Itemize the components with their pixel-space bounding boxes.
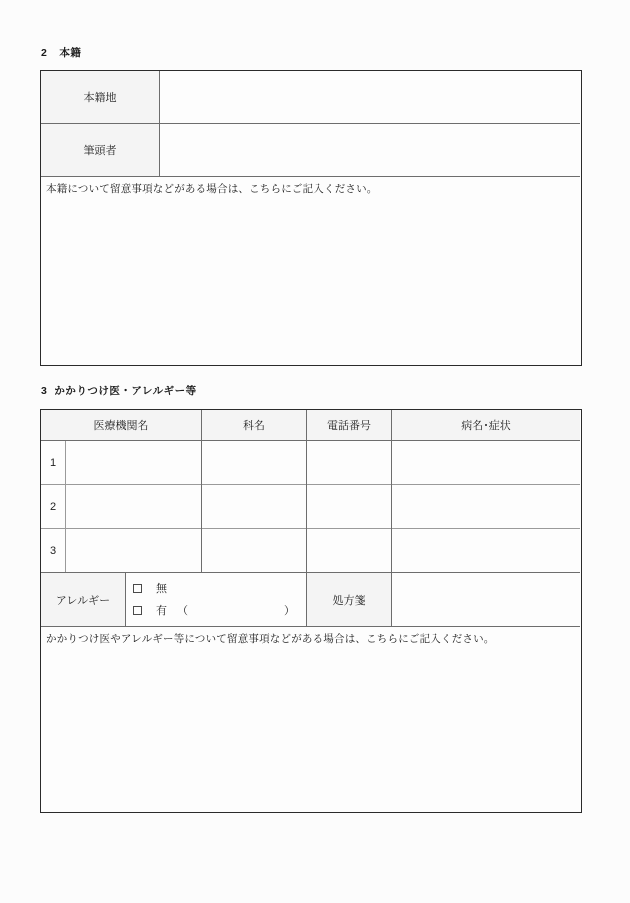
- allergy-label: アレルギー: [55, 594, 111, 607]
- column-header-phone-label: 電話番号: [327, 420, 371, 432]
- prescription-value-cell[interactable]: [392, 573, 580, 626]
- allergy-none-checkbox[interactable]: [133, 584, 142, 593]
- sec2-column-divider: [159, 71, 160, 176]
- allergy-paren-open: （: [177, 605, 188, 617]
- row-1-phone-cell[interactable]: [307, 441, 391, 484]
- section-2-heading: [41, 45, 81, 60]
- sec3-index-column-divider: [65, 441, 66, 572]
- row-1-index-cell: [41, 441, 65, 484]
- row-3-index-cell: [41, 529, 65, 572]
- row-3-phone-cell[interactable]: [307, 529, 391, 572]
- row-2-institution-cell[interactable]: [66, 485, 201, 528]
- column-header-institution-label: 医療機関名: [93, 420, 149, 432]
- section-2-title: 本籍: [59, 47, 82, 59]
- prescription-label: 処方箋: [332, 594, 366, 607]
- allergy-label-cell: [41, 573, 125, 626]
- row-1-institution-cell[interactable]: [66, 441, 201, 484]
- row-1-index: 1: [49, 456, 57, 469]
- honsekichi-value-cell[interactable]: [160, 71, 580, 123]
- row-1-condition-cell[interactable]: [392, 441, 580, 484]
- row-2-index-cell: [41, 485, 65, 528]
- row-3-department-cell[interactable]: [202, 529, 306, 572]
- row-3-institution-cell[interactable]: [66, 529, 201, 572]
- hittousha-label: 筆頭者: [83, 145, 117, 157]
- section-2-table: [40, 70, 582, 366]
- sec2-note-area[interactable]: [41, 177, 580, 364]
- sec3-allergy-options-divider: [125, 573, 126, 626]
- section-2-number: 2: [41, 47, 48, 59]
- sec3-row1-divider: [41, 484, 580, 485]
- sec3-phone-column-divider: [306, 410, 307, 626]
- allergy-option-none[interactable]: [133, 580, 167, 596]
- section-3-heading: [41, 383, 197, 398]
- row-3-index: 3: [49, 544, 57, 557]
- row-2-department-cell[interactable]: [202, 485, 306, 528]
- section-3-title: かかりつけ医・アレルギー等: [54, 385, 197, 397]
- honsekichi-label: 本籍地: [83, 92, 117, 104]
- row-2-index: 2: [49, 500, 57, 513]
- allergy-paren-close: ）: [284, 605, 295, 617]
- sec3-note-area[interactable]: [41, 627, 580, 811]
- column-header-phone: [307, 410, 391, 440]
- allergy-yes-label: 有: [156, 605, 167, 617]
- prescription-label-cell: [307, 573, 391, 626]
- row-2-phone-cell[interactable]: [307, 485, 391, 528]
- hittousha-label-cell: [41, 124, 159, 176]
- section-3-number: 3: [41, 385, 48, 397]
- sec2-note-prompt: 本籍について留意事項などがある場合は、こちらにご記入ください。: [46, 184, 378, 195]
- sec3-row3-divider: [41, 572, 580, 573]
- sec3-department-column-divider: [201, 410, 202, 572]
- column-header-condition-label: 病名･症状: [461, 420, 511, 432]
- honsekichi-label-cell: [41, 71, 159, 123]
- row-1-department-cell[interactable]: [202, 441, 306, 484]
- sec3-header-divider: [41, 440, 580, 441]
- sec3-condition-column-divider: [391, 410, 392, 626]
- sec2-row-divider-1: [41, 123, 580, 124]
- column-header-institution: [41, 410, 201, 440]
- section-3-table: [40, 409, 582, 813]
- sec3-row2-divider: [41, 528, 580, 529]
- allergy-yes-checkbox[interactable]: [133, 606, 142, 615]
- column-header-department: [202, 410, 306, 440]
- row-2-condition-cell[interactable]: [392, 485, 580, 528]
- column-header-department-label: 科名: [243, 420, 265, 432]
- row-3-condition-cell[interactable]: [392, 529, 580, 572]
- allergy-option-yes[interactable]: [133, 602, 188, 618]
- allergy-none-label: 無: [156, 583, 167, 595]
- column-header-condition: [392, 410, 580, 440]
- sec3-note-prompt: かかりつけ医やアレルギー等について留意事項などがある場合は、こちらにご記入ください。: [46, 634, 495, 645]
- hittousha-value-cell[interactable]: [160, 124, 580, 176]
